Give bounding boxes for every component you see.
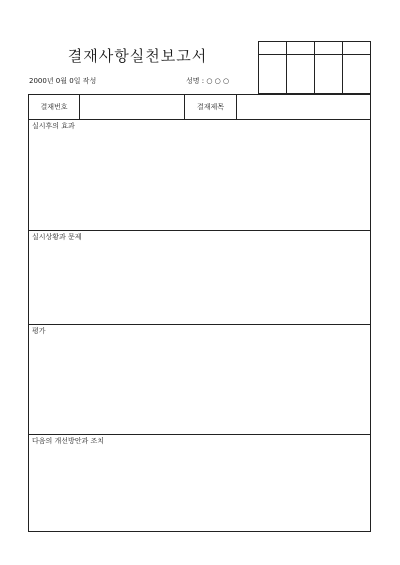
section-label: 실시상황과 문제 (32, 233, 82, 241)
approval-number-label: 결재번호 (40, 103, 68, 111)
section-effect (29, 120, 370, 231)
section-effect-field[interactable] (29, 132, 370, 230)
section-label: 평가 (32, 327, 46, 335)
approval-grid (258, 41, 371, 94)
approval-sign-cell[interactable] (343, 55, 371, 94)
section-status-field[interactable] (29, 243, 370, 324)
signer-name: 성명 : ○ ○ ○ (186, 77, 230, 85)
approval-sign-cell[interactable] (287, 55, 315, 94)
approval-header-cell (259, 42, 287, 55)
approval-sign-row (259, 55, 371, 94)
approval-title-field[interactable] (237, 95, 370, 119)
approval-header-cell (343, 42, 371, 55)
approval-header-row (259, 42, 371, 55)
report-form (28, 94, 371, 532)
section-status-problems (29, 231, 370, 325)
section-evaluation (29, 325, 370, 435)
approval-sign-cell[interactable] (259, 55, 287, 94)
document-title: 결재사항실천보고서 (67, 47, 208, 65)
section-improvement (29, 435, 370, 531)
approval-info-row (29, 95, 370, 120)
approval-number-field[interactable] (80, 95, 184, 119)
section-label: 실시후의 효과 (32, 122, 75, 130)
date-line: 2000년 0월 0일 작성 (29, 77, 97, 85)
approval-header-cell (315, 42, 343, 55)
section-label: 다음의 개선방안과 조치 (32, 437, 105, 445)
approval-header-cell (287, 42, 315, 55)
section-improvement-field[interactable] (29, 447, 370, 531)
approval-sign-cell[interactable] (315, 55, 343, 94)
approval-title-label: 결재제목 (196, 103, 225, 111)
section-evaluation-field[interactable] (29, 337, 370, 434)
